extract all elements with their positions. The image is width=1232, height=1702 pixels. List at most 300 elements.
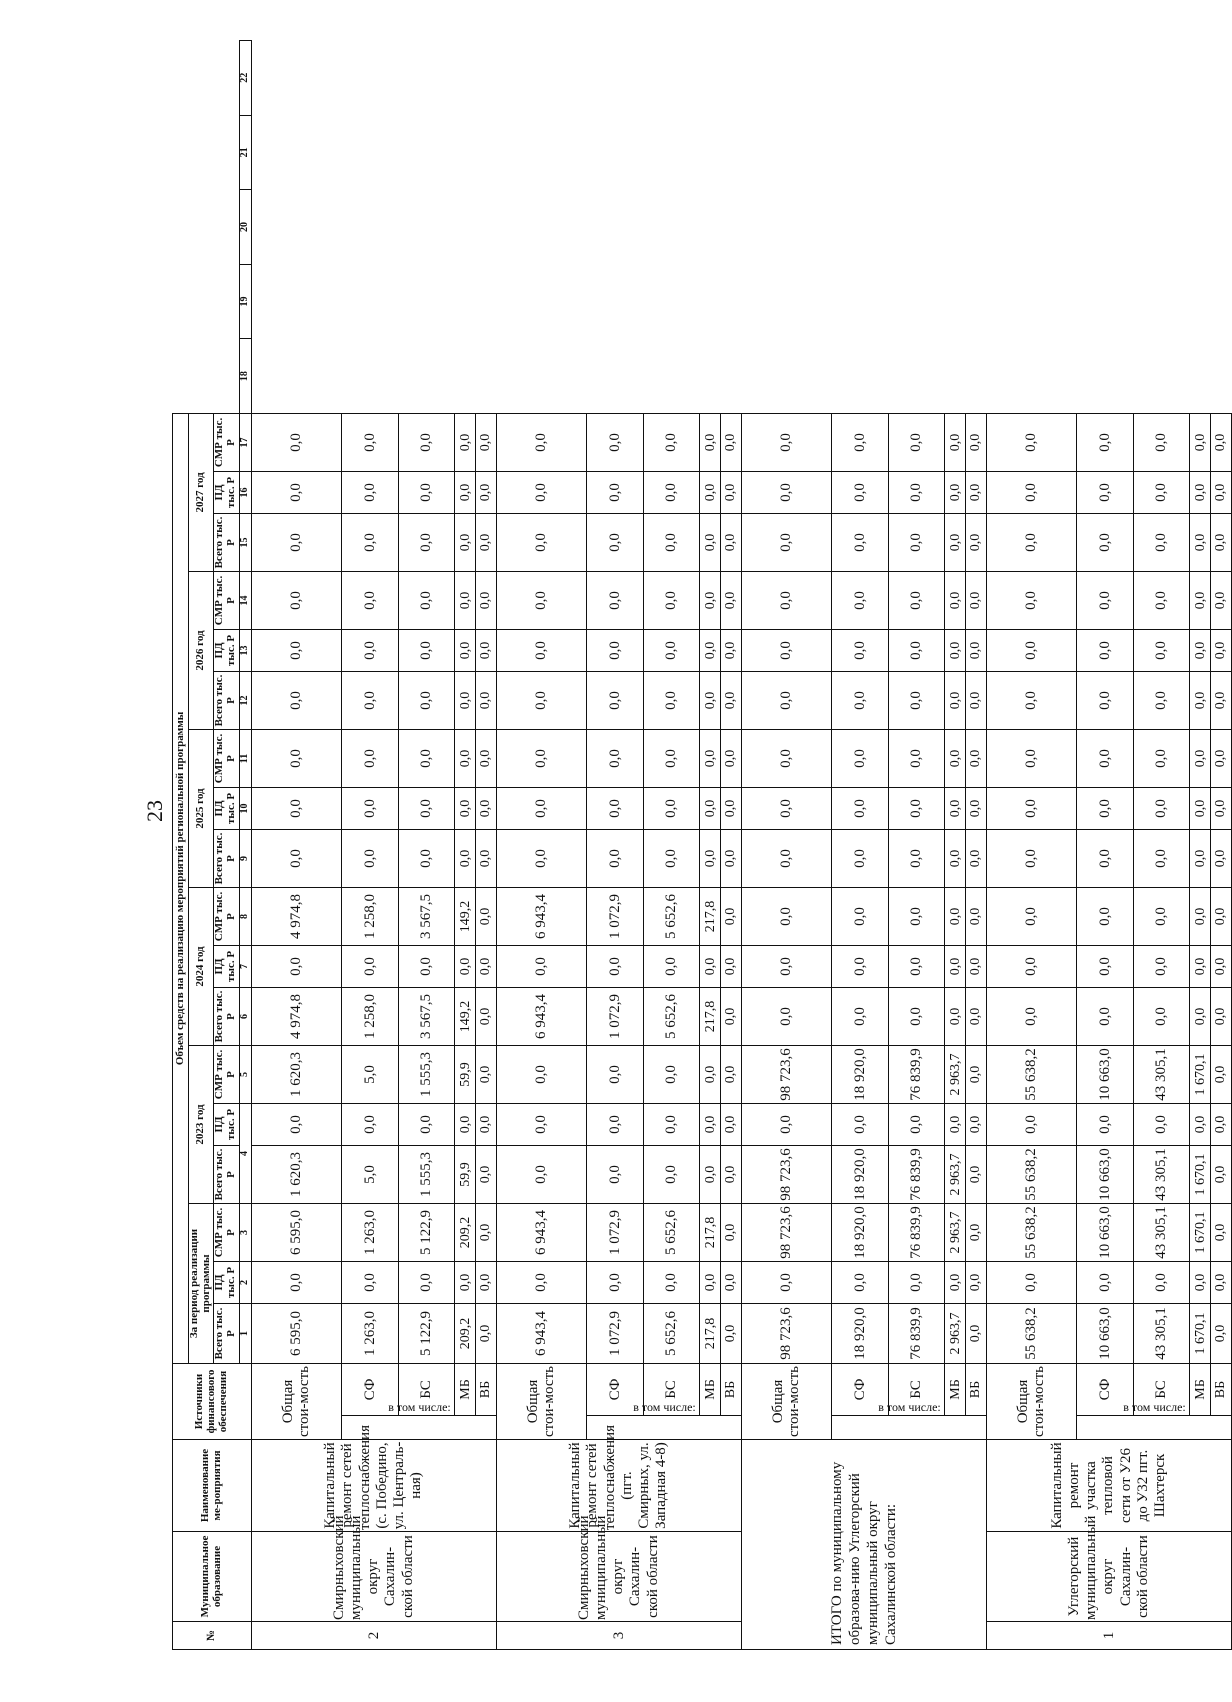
value-cell: 0,0 bbox=[966, 413, 987, 471]
value-cell: 0,0 bbox=[1211, 413, 1232, 471]
table-row bbox=[455, 41, 476, 1650]
value-cell: 6 943,4 bbox=[496, 987, 586, 1045]
value-cell: 0,0 bbox=[1190, 513, 1211, 571]
value-cell: 0,0 bbox=[1211, 1261, 1232, 1303]
value-cell: 0,0 bbox=[986, 671, 1076, 729]
value-cell: 0,0 bbox=[1211, 729, 1232, 787]
table-row bbox=[476, 41, 497, 1650]
value-cell: 0,0 bbox=[1076, 787, 1133, 829]
value-cell: 6 595,0 bbox=[251, 1203, 341, 1261]
value-cell: 0,0 bbox=[251, 945, 341, 987]
source-vb: ВБ bbox=[1211, 1363, 1232, 1415]
value-cell: 0,0 bbox=[888, 887, 945, 945]
value-cell: 18 920,0 bbox=[831, 1145, 888, 1203]
value-cell: 0,0 bbox=[966, 571, 987, 629]
value-cell: 0,0 bbox=[986, 571, 1076, 629]
value-cell: 0,0 bbox=[1211, 1145, 1232, 1203]
column-number: 10 bbox=[239, 787, 251, 829]
value-cell: 0,0 bbox=[476, 1303, 497, 1363]
value-cell: 0,0 bbox=[986, 887, 1076, 945]
value-cell: 0,0 bbox=[476, 987, 497, 1045]
value-cell: 5 652,6 bbox=[643, 1203, 700, 1261]
column-number: 19 bbox=[239, 264, 251, 339]
source-total: Общая стои-мость bbox=[496, 1363, 586, 1439]
value-cell: 0,0 bbox=[1190, 1261, 1211, 1303]
value-cell: 0,0 bbox=[966, 887, 987, 945]
value-cell: 0,0 bbox=[1133, 1261, 1190, 1303]
column-number: 2 bbox=[239, 1261, 251, 1303]
source-sf: СФ bbox=[1076, 1363, 1133, 1415]
value-cell: 0,0 bbox=[341, 787, 398, 829]
value-cell: 0,0 bbox=[586, 787, 643, 829]
source-sf: СФ bbox=[341, 1363, 398, 1415]
value-cell: 0,0 bbox=[700, 513, 721, 571]
table-row bbox=[1190, 41, 1211, 1650]
value-cell: 0,0 bbox=[741, 887, 831, 945]
value-cell: 149,2 bbox=[455, 987, 476, 1045]
value-cell: 0,0 bbox=[476, 1203, 497, 1261]
value-cell: 0,0 bbox=[1076, 1261, 1133, 1303]
value-cell: 0,0 bbox=[586, 1145, 643, 1203]
value-cell: 6 943,4 bbox=[496, 1303, 586, 1363]
value-cell: 0,0 bbox=[1211, 887, 1232, 945]
table-row bbox=[1076, 41, 1133, 1650]
value-cell: 0,0 bbox=[341, 671, 398, 729]
municipality-name: Смирныховский муниципальный округ Сахалин-ской области bbox=[496, 1532, 741, 1622]
column-number: 4 bbox=[239, 1103, 251, 1203]
source-bs: БС bbox=[888, 1363, 945, 1415]
value-cell: 0,0 bbox=[721, 1145, 742, 1203]
value-cell: 0,0 bbox=[643, 945, 700, 987]
value-cell: 0,0 bbox=[700, 1145, 721, 1203]
subheader-total: Всего тыс. Р bbox=[213, 671, 239, 729]
value-cell: 1 072,9 bbox=[586, 1303, 643, 1363]
value-cell: 217,8 bbox=[700, 1203, 721, 1261]
value-cell: 0,0 bbox=[251, 671, 341, 729]
value-cell: 76 839,9 bbox=[888, 1303, 945, 1363]
value-cell: 0,0 bbox=[1076, 671, 1133, 729]
value-cell: 0,0 bbox=[586, 1103, 643, 1145]
value-cell: 0,0 bbox=[643, 829, 700, 887]
value-cell: 0,0 bbox=[1133, 671, 1190, 729]
value-cell: 1 072,9 bbox=[586, 987, 643, 1045]
value-cell: 0,0 bbox=[741, 629, 831, 671]
value-cell: 0,0 bbox=[888, 471, 945, 513]
value-cell: 209,2 bbox=[455, 1303, 476, 1363]
value-cell: 0,0 bbox=[476, 1103, 497, 1145]
value-cell: 76 839,9 bbox=[888, 1145, 945, 1203]
subheader-pd: ПД тыс. Р bbox=[213, 629, 239, 671]
value-cell: 0,0 bbox=[986, 1103, 1076, 1145]
value-cell: 0,0 bbox=[700, 829, 721, 887]
value-cell: 0,0 bbox=[966, 987, 987, 1045]
table-row bbox=[945, 41, 966, 1650]
value-cell: 0,0 bbox=[496, 471, 586, 513]
value-cell: 0,0 bbox=[496, 671, 586, 729]
value-cell: 0,0 bbox=[831, 1103, 888, 1145]
value-cell: 3 567,5 bbox=[398, 887, 455, 945]
value-cell: 0,0 bbox=[741, 787, 831, 829]
value-cell: 0,0 bbox=[496, 629, 586, 671]
value-cell: 0,0 bbox=[945, 887, 966, 945]
value-cell: 0,0 bbox=[643, 1145, 700, 1203]
subheader-total: Всего тыс. Р bbox=[213, 513, 239, 571]
total-label: ИТОГО по муниципальному образова-нию Углегорский муниципальный округ Сахалинской области: bbox=[741, 1440, 986, 1650]
value-cell: 0,0 bbox=[1190, 471, 1211, 513]
value-cell: 0,0 bbox=[945, 471, 966, 513]
value-cell: 0,0 bbox=[1211, 629, 1232, 671]
subheader-smr: СМР тыс. Р bbox=[213, 887, 239, 945]
column-number: 22 bbox=[239, 41, 251, 116]
value-cell: 18 920,0 bbox=[831, 1045, 888, 1103]
value-cell: 0,0 bbox=[341, 629, 398, 671]
value-cell: 0,0 bbox=[966, 1303, 987, 1363]
value-cell: 0,0 bbox=[496, 945, 586, 987]
value-cell: 1 670,1 bbox=[1190, 1045, 1211, 1103]
table-row bbox=[986, 41, 1076, 1650]
value-cell: 0,0 bbox=[251, 471, 341, 513]
value-cell: 0,0 bbox=[398, 471, 455, 513]
value-cell: 5,0 bbox=[341, 1145, 398, 1203]
value-cell: 0,0 bbox=[1076, 513, 1133, 571]
column-number: 1 bbox=[239, 1303, 251, 1363]
value-cell: 149,2 bbox=[455, 887, 476, 945]
value-cell: 0,0 bbox=[251, 413, 341, 471]
value-cell: 0,0 bbox=[586, 945, 643, 987]
value-cell: 5 122,9 bbox=[398, 1303, 455, 1363]
value-cell: 209,2 bbox=[455, 1203, 476, 1261]
value-cell: 0,0 bbox=[455, 513, 476, 571]
source-bs: БС bbox=[398, 1363, 455, 1415]
value-cell: 10 663,0 bbox=[1076, 1145, 1133, 1203]
value-cell: 0,0 bbox=[831, 571, 888, 629]
value-cell: 0,0 bbox=[721, 571, 742, 629]
value-cell: 0,0 bbox=[643, 1103, 700, 1145]
value-cell: 0,0 bbox=[398, 671, 455, 729]
value-cell: 1 555,3 bbox=[398, 1145, 455, 1203]
value-cell: 0,0 bbox=[496, 513, 586, 571]
value-cell: 0,0 bbox=[831, 945, 888, 987]
value-cell: 0,0 bbox=[888, 629, 945, 671]
header-period: За период реализации программы bbox=[189, 1203, 214, 1363]
value-cell: 0,0 bbox=[700, 787, 721, 829]
value-cell: 0,0 bbox=[721, 1045, 742, 1103]
value-cell: 55 638,2 bbox=[986, 1145, 1076, 1203]
value-cell: 0,0 bbox=[398, 1261, 455, 1303]
value-cell: 0,0 bbox=[1190, 887, 1211, 945]
header-year-2026: 2026 год bbox=[189, 571, 214, 729]
subheader-smr: СМР тыс. Р bbox=[213, 571, 239, 629]
value-cell: 0,0 bbox=[341, 945, 398, 987]
value-cell: 0,0 bbox=[1076, 471, 1133, 513]
value-cell: 0,0 bbox=[986, 513, 1076, 571]
value-cell: 0,0 bbox=[476, 471, 497, 513]
value-cell: 0,0 bbox=[966, 671, 987, 729]
value-cell: 0,0 bbox=[251, 787, 341, 829]
value-cell: 0,0 bbox=[586, 671, 643, 729]
value-cell: 0,0 bbox=[986, 729, 1076, 787]
table-row bbox=[496, 41, 586, 1650]
table-row bbox=[721, 41, 742, 1650]
value-cell: 59,9 bbox=[455, 1145, 476, 1203]
value-cell: 0,0 bbox=[643, 671, 700, 729]
value-cell: 0,0 bbox=[251, 729, 341, 787]
value-cell: 0,0 bbox=[643, 787, 700, 829]
value-cell: 0,0 bbox=[945, 671, 966, 729]
value-cell: 0,0 bbox=[643, 729, 700, 787]
value-cell: 0,0 bbox=[888, 829, 945, 887]
subheader-total: Всего тыс. Р bbox=[213, 1145, 239, 1203]
table-row bbox=[341, 41, 398, 1650]
column-number: 12 bbox=[239, 671, 251, 729]
value-cell: 0,0 bbox=[455, 471, 476, 513]
value-cell: 0,0 bbox=[341, 413, 398, 471]
value-cell: 55 638,2 bbox=[986, 1203, 1076, 1261]
value-cell: 0,0 bbox=[700, 1103, 721, 1145]
value-cell: 1 555,3 bbox=[398, 1045, 455, 1103]
value-cell: 0,0 bbox=[966, 1045, 987, 1103]
value-cell: 0,0 bbox=[741, 729, 831, 787]
value-cell: 18 920,0 bbox=[831, 1203, 888, 1261]
value-cell: 0,0 bbox=[1076, 1103, 1133, 1145]
value-cell: 0,0 bbox=[888, 413, 945, 471]
value-cell: 43 305,1 bbox=[1133, 1203, 1190, 1261]
value-cell: 0,0 bbox=[1211, 1303, 1232, 1363]
value-cell: 76 839,9 bbox=[888, 1045, 945, 1103]
column-number: 9 bbox=[239, 829, 251, 887]
value-cell: 0,0 bbox=[986, 1261, 1076, 1303]
value-cell: 0,0 bbox=[476, 671, 497, 729]
subheader-total: Всего тыс. Р bbox=[213, 987, 239, 1045]
value-cell: 0,0 bbox=[586, 629, 643, 671]
value-cell: 10 663,0 bbox=[1076, 1203, 1133, 1261]
value-cell: 0,0 bbox=[341, 471, 398, 513]
value-cell: 0,0 bbox=[341, 729, 398, 787]
value-cell: 0,0 bbox=[721, 471, 742, 513]
value-cell: 0,0 bbox=[741, 945, 831, 987]
subheader-pd: ПД тыс. Р bbox=[213, 787, 239, 829]
value-cell: 0,0 bbox=[1190, 571, 1211, 629]
value-cell: 0,0 bbox=[643, 1261, 700, 1303]
value-cell: 0,0 bbox=[831, 829, 888, 887]
value-cell: 0,0 bbox=[398, 945, 455, 987]
header-year-2023: 2023 год bbox=[189, 1045, 214, 1203]
value-cell: 0,0 bbox=[888, 729, 945, 787]
value-cell: 0,0 bbox=[741, 1261, 831, 1303]
source-mb: МБ bbox=[700, 1363, 721, 1415]
value-cell: 0,0 bbox=[1190, 729, 1211, 787]
source-vb: ВБ bbox=[721, 1363, 742, 1415]
value-cell: 0,0 bbox=[945, 1103, 966, 1145]
incl-label: в том числе: bbox=[632, 1400, 696, 1415]
value-cell: 0,0 bbox=[721, 1303, 742, 1363]
subheader-total: Всего тыс. Р bbox=[213, 829, 239, 887]
value-cell: 1 263,0 bbox=[341, 1203, 398, 1261]
value-cell: 43 305,1 bbox=[1133, 1303, 1190, 1363]
column-number: 21 bbox=[239, 115, 251, 190]
value-cell: 0,0 bbox=[721, 1103, 742, 1145]
rotated-table-container bbox=[172, 40, 1232, 1650]
value-cell: 0,0 bbox=[455, 945, 476, 987]
value-cell: 0,0 bbox=[986, 945, 1076, 987]
value-cell: 0,0 bbox=[888, 671, 945, 729]
value-cell: 5 652,6 bbox=[643, 987, 700, 1045]
row-number: 1 bbox=[986, 1622, 1231, 1650]
value-cell: 0,0 bbox=[966, 1145, 987, 1203]
column-number: 8 bbox=[239, 887, 251, 945]
value-cell: 0,0 bbox=[476, 1145, 497, 1203]
value-cell: 0,0 bbox=[476, 413, 497, 471]
value-cell: 0,0 bbox=[721, 945, 742, 987]
value-cell: 0,0 bbox=[496, 1145, 586, 1203]
value-cell: 0,0 bbox=[455, 671, 476, 729]
value-cell: 0,0 bbox=[945, 987, 966, 1045]
value-cell: 0,0 bbox=[1076, 829, 1133, 887]
value-cell: 2 963,7 bbox=[945, 1203, 966, 1261]
table-row bbox=[831, 41, 888, 1650]
measure-name: Капитальный ремонт сетей теплоснабжения (пгт. Смирных, ул. Западная 4-8) bbox=[496, 1440, 741, 1532]
value-cell: 0,0 bbox=[1133, 887, 1190, 945]
value-cell: 0,0 bbox=[476, 629, 497, 671]
value-cell: 4 974,8 bbox=[251, 887, 341, 945]
municipality-name: Углегорский муниципальный округ Сахалин-ской области bbox=[986, 1532, 1231, 1622]
value-cell: 0,0 bbox=[700, 1045, 721, 1103]
value-cell: 0,0 bbox=[966, 829, 987, 887]
value-cell: 5,0 bbox=[341, 1045, 398, 1103]
value-cell: 0,0 bbox=[986, 787, 1076, 829]
value-cell: 0,0 bbox=[455, 413, 476, 471]
column-number: 17 bbox=[239, 413, 251, 471]
value-cell: 0,0 bbox=[398, 413, 455, 471]
value-cell: 0,0 bbox=[1190, 987, 1211, 1045]
header-volume: Объем средств на реализацию мероприятий региональной программы bbox=[173, 413, 189, 1363]
value-cell: 0,0 bbox=[1076, 629, 1133, 671]
value-cell: 0,0 bbox=[721, 787, 742, 829]
value-cell: 5 652,6 bbox=[643, 1303, 700, 1363]
value-cell: 0,0 bbox=[476, 787, 497, 829]
value-cell: 0,0 bbox=[1133, 413, 1190, 471]
value-cell: 0,0 bbox=[888, 1103, 945, 1145]
value-cell: 0,0 bbox=[455, 1261, 476, 1303]
value-cell: 98 723,6 bbox=[741, 1145, 831, 1203]
column-number: 6 bbox=[239, 987, 251, 1045]
subheader-pd: ПД тыс. Р bbox=[213, 1103, 239, 1145]
value-cell: 0,0 bbox=[1133, 571, 1190, 629]
value-cell: 0,0 bbox=[496, 413, 586, 471]
value-cell: 0,0 bbox=[476, 1261, 497, 1303]
value-cell: 0,0 bbox=[251, 513, 341, 571]
value-cell: 1 620,3 bbox=[251, 1145, 341, 1203]
value-cell: 0,0 bbox=[1190, 671, 1211, 729]
value-cell: 0,0 bbox=[1133, 945, 1190, 987]
value-cell: 0,0 bbox=[945, 945, 966, 987]
value-cell: 0,0 bbox=[1133, 629, 1190, 671]
value-cell: 0,0 bbox=[398, 787, 455, 829]
value-cell: 6 943,4 bbox=[496, 1203, 586, 1261]
value-cell: 2 963,7 bbox=[945, 1045, 966, 1103]
value-cell: 0,0 bbox=[986, 829, 1076, 887]
table-body bbox=[251, 41, 1231, 1650]
value-cell: 1 670,1 bbox=[1190, 1303, 1211, 1363]
column-number: 20 bbox=[239, 190, 251, 265]
value-cell: 0,0 bbox=[643, 471, 700, 513]
value-cell: 0,0 bbox=[888, 1261, 945, 1303]
incl-label: в том числе: bbox=[387, 1400, 451, 1415]
subheader-total: Всего тыс. Р bbox=[213, 1303, 239, 1363]
source-sf: СФ bbox=[831, 1363, 888, 1415]
value-cell: 0,0 bbox=[888, 987, 945, 1045]
value-cell: 0,0 bbox=[831, 413, 888, 471]
value-cell: 0,0 bbox=[986, 471, 1076, 513]
incl-label: в том числе: bbox=[1123, 1400, 1186, 1415]
incl-label: в том числе: bbox=[877, 1400, 941, 1415]
source-sf: СФ bbox=[586, 1363, 643, 1415]
value-cell: 1 258,0 bbox=[341, 987, 398, 1045]
value-cell: 0,0 bbox=[945, 413, 966, 471]
value-cell: 217,8 bbox=[700, 987, 721, 1045]
value-cell: 0,0 bbox=[455, 571, 476, 629]
value-cell: 0,0 bbox=[1211, 787, 1232, 829]
value-cell: 0,0 bbox=[496, 829, 586, 887]
value-cell: 0,0 bbox=[741, 471, 831, 513]
value-cell: 0,0 bbox=[1211, 513, 1232, 571]
value-cell: 0,0 bbox=[986, 413, 1076, 471]
value-cell: 18 920,0 bbox=[831, 1303, 888, 1363]
value-cell: 2 963,7 bbox=[945, 1303, 966, 1363]
table-row bbox=[966, 41, 987, 1650]
value-cell: 0,0 bbox=[1211, 671, 1232, 729]
value-cell: 0,0 bbox=[1133, 987, 1190, 1045]
value-cell: 0,0 bbox=[1190, 629, 1211, 671]
value-cell: 0,0 bbox=[251, 1261, 341, 1303]
value-cell: 0,0 bbox=[455, 787, 476, 829]
value-cell: 0,0 bbox=[1076, 887, 1133, 945]
value-cell: 0,0 bbox=[721, 513, 742, 571]
value-cell: 0,0 bbox=[643, 629, 700, 671]
value-cell: 0,0 bbox=[643, 413, 700, 471]
value-cell: 0,0 bbox=[1190, 829, 1211, 887]
value-cell: 0,0 bbox=[1133, 729, 1190, 787]
subheader-smr: СМР тыс. Р bbox=[213, 1045, 239, 1103]
value-cell: 0,0 bbox=[1133, 787, 1190, 829]
value-cell: 217,8 bbox=[700, 887, 721, 945]
value-cell: 98 723,6 bbox=[741, 1303, 831, 1363]
source-mb: МБ bbox=[945, 1363, 966, 1415]
value-cell: 1 670,1 bbox=[1190, 1145, 1211, 1203]
value-cell: 0,0 bbox=[1076, 945, 1133, 987]
value-cell: 5 122,9 bbox=[398, 1203, 455, 1261]
value-cell: 0,0 bbox=[741, 571, 831, 629]
value-cell: 0,0 bbox=[476, 729, 497, 787]
value-cell: 76 839,9 bbox=[888, 1203, 945, 1261]
subheader-pd: ПД тыс. Р bbox=[213, 471, 239, 513]
value-cell: 0,0 bbox=[341, 829, 398, 887]
subheader-smr: СМР тыс. Р bbox=[213, 1203, 239, 1261]
value-cell: 0,0 bbox=[700, 413, 721, 471]
header-year-2027: 2027 год bbox=[189, 413, 214, 571]
value-cell: 0,0 bbox=[966, 629, 987, 671]
value-cell: 0,0 bbox=[831, 987, 888, 1045]
header-year-2024: 2024 год bbox=[189, 887, 214, 1045]
value-cell: 10 663,0 bbox=[1076, 1303, 1133, 1363]
value-cell: 0,0 bbox=[700, 729, 721, 787]
value-cell: 0,0 bbox=[888, 571, 945, 629]
value-cell: 0,0 bbox=[741, 1103, 831, 1145]
value-cell: 0,0 bbox=[496, 729, 586, 787]
value-cell: 0,0 bbox=[721, 729, 742, 787]
value-cell: 0,0 bbox=[586, 413, 643, 471]
value-cell: 0,0 bbox=[476, 1045, 497, 1103]
